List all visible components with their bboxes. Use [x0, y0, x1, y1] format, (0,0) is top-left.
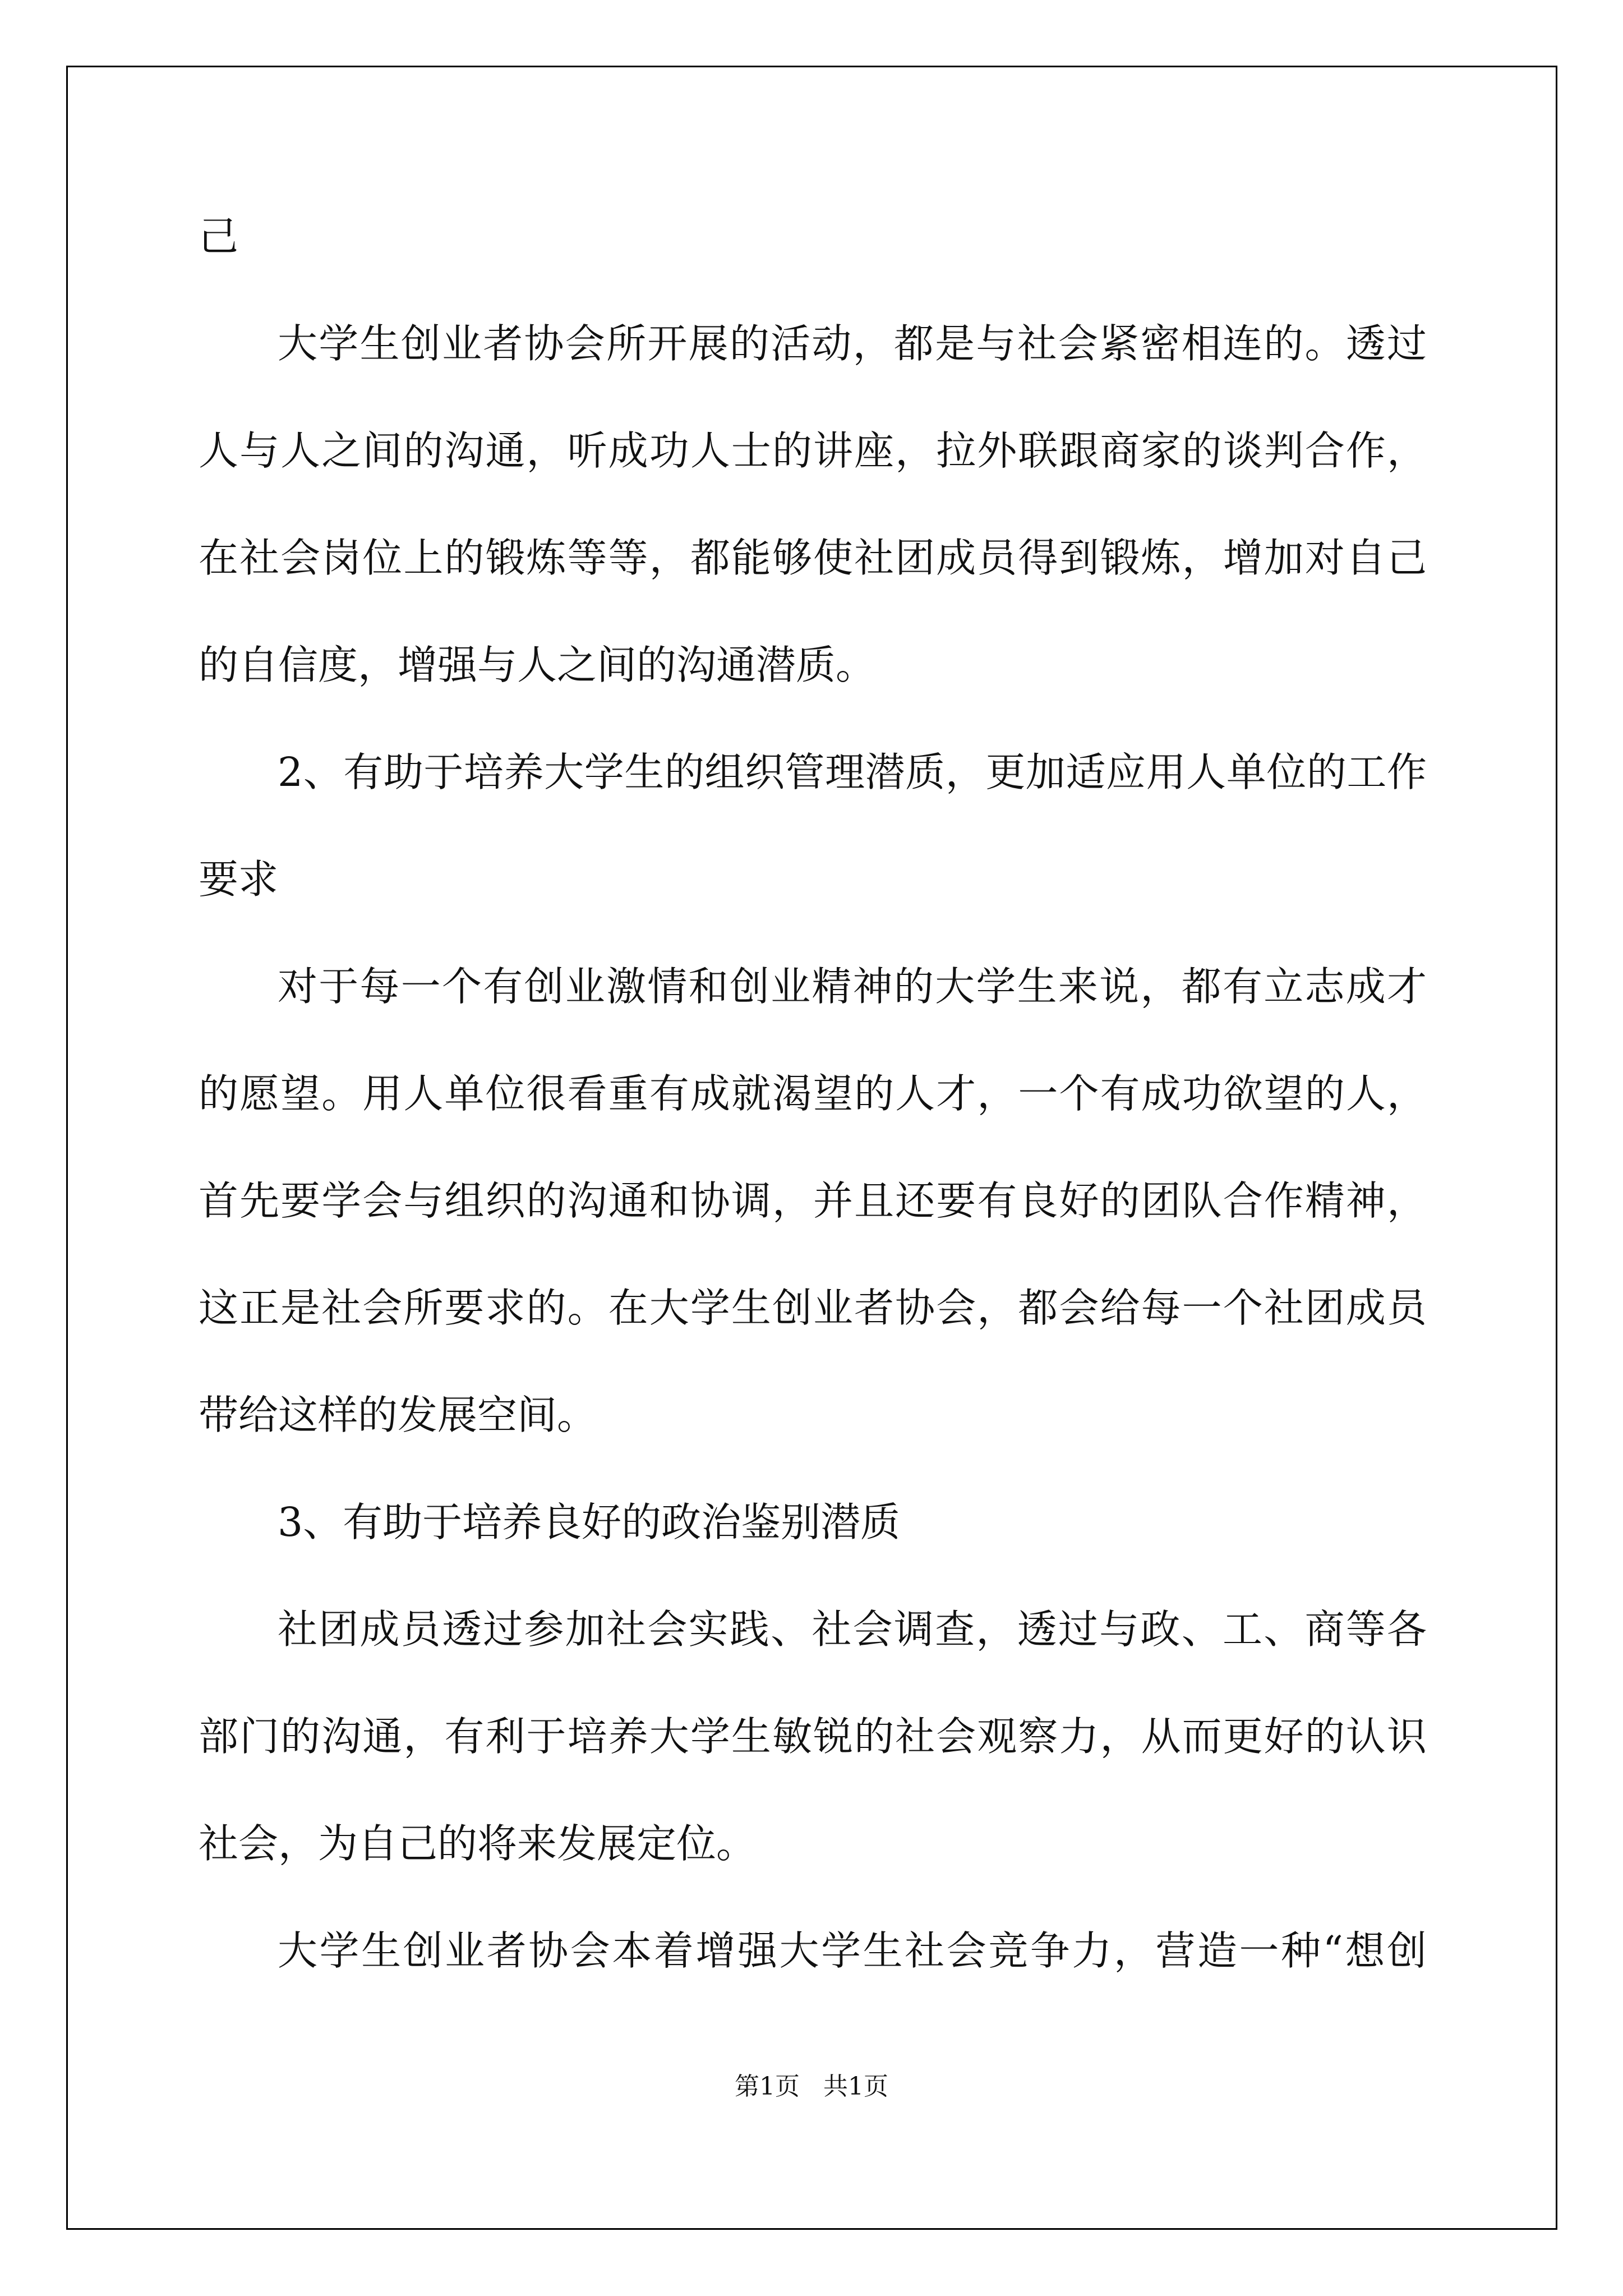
- text-line-12: 带给这样的发展空间。: [199, 1392, 597, 1438]
- text-line-9: 的愿望。用人单位很看重有成就渴望的人才，一个有成功欲望的人，: [199, 1070, 1427, 1117]
- text-line-11: 这正是社会所要求的。在大学生创业者协会，都会给每一个社团成员: [199, 1285, 1427, 1331]
- text-line-4: 在社会岗位上的锻炼等等，都能够使社团成员得到锻炼，增加对自己: [199, 535, 1427, 581]
- text-line-14: 社团成员透过参加社会实践、社会调查，透过与政、工、商等各: [278, 1606, 1427, 1653]
- page-number-current: 第1页: [735, 2072, 800, 2101]
- text-line-7: 要求: [199, 856, 279, 903]
- text-line-5: 的自信度，增强与人之间的沟通潜质。: [199, 642, 876, 688]
- text-line-3: 人与人之间的沟通，听成功人士的讲座，拉外联跟商家的谈判合作，: [199, 427, 1427, 474]
- text-line-8: 对于每一个有创业激情和创业精神的大学生来说，都有立志成才: [278, 963, 1427, 1010]
- text-line-6: 2、有助于培养大学生的组织管理潜质，更加适应用人单位的工作: [278, 749, 1427, 795]
- text-line-17: 大学生创业者协会本着增强大学生社会竞争力，营造一种“想创: [278, 1927, 1427, 1974]
- text-line-16: 社会，为自己的将来发展定位。: [199, 1820, 757, 1867]
- text-line-13: 3、有助于培养良好的政治鉴别潜质: [278, 1499, 901, 1545]
- page-border: [66, 66, 1557, 2230]
- text-line-1: 己: [199, 213, 239, 260]
- page-footer: [0, 2070, 1623, 2104]
- page-number-total: 共1页: [823, 2072, 888, 2101]
- text-line-10: 首先要学会与组织的沟通和协调，并且还要有良好的团队合作精神，: [199, 1177, 1427, 1224]
- text-line-15: 部门的沟通，有利于培养大学生敏锐的社会观察力，从而更好的认识: [199, 1713, 1427, 1760]
- text-line-2: 大学生创业者协会所开展的活动，都是与社会紧密相连的。透过: [278, 320, 1427, 367]
